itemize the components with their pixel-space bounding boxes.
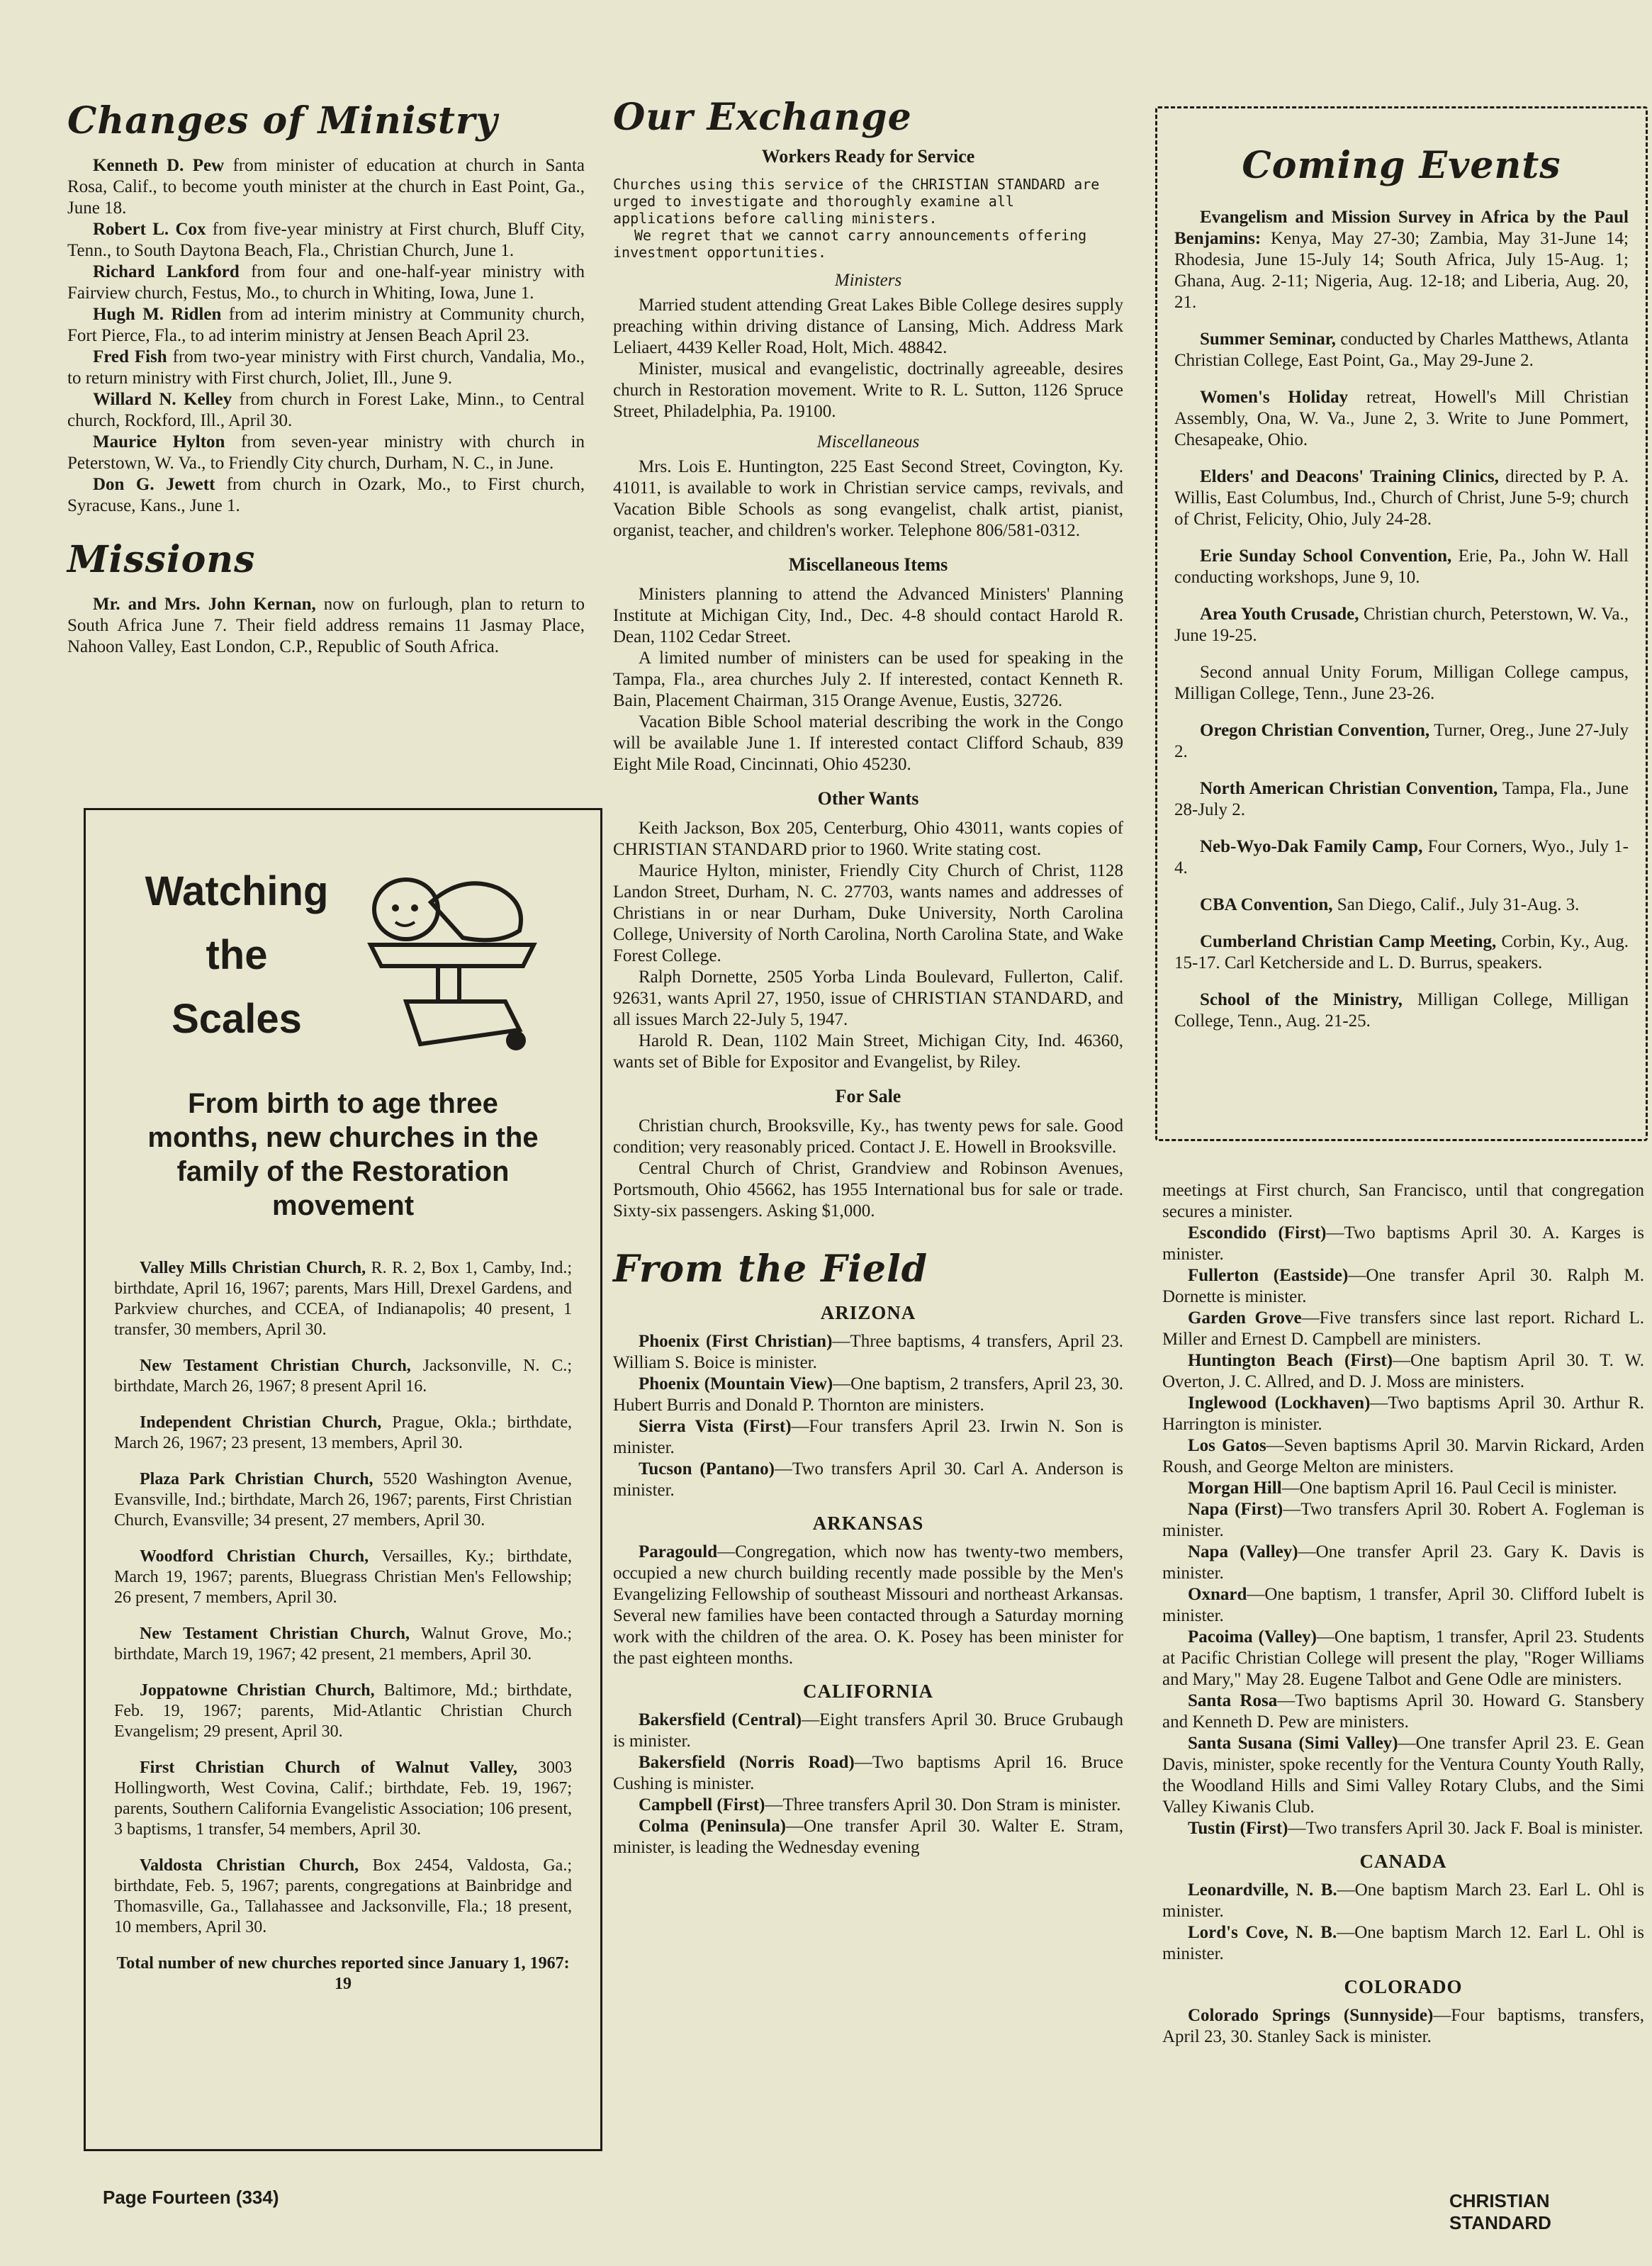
field-report: [613, 1416, 1123, 1459]
field-report-title: Paragould: [639, 1542, 718, 1561]
field-report-title: Phoenix (First Christian): [639, 1332, 833, 1351]
ministry-change-text: from minister of education at church in Santa Rosa, Calif., to become youth minister at the church in East Point, Ga., June 18.: [67, 156, 585, 218]
event-item-text: conducted by Charles Matthews, Atlanta Christian College, East Point, Ga., May 29-June 2.: [1174, 330, 1629, 370]
ministry-change-text: from church in Ozark, Mo., to First church, Syracuse, Kans., June 1.: [67, 475, 585, 515]
watching-title-line2: the: [206, 932, 268, 978]
new-church-entry: [114, 1356, 572, 1397]
want-item: Keith Jackson, Box 205, Centerburg, Ohio 43011, wants copies of CHRISTIAN STANDARD prior to 1960. Write stating cost.: [613, 819, 1123, 859]
ministry-change: [67, 219, 585, 262]
field-report: [1162, 1265, 1644, 1308]
new-church-entry: [114, 1624, 572, 1665]
mission-item-title: Mr. and Mrs. John Kernan,: [93, 595, 316, 614]
ministry-change: [67, 262, 585, 304]
right-column-continued: [1162, 1180, 1644, 2048]
minister-listing: Minister, musical and evangelistic, doctrinally agreeable, desires church in Restoration movement. Write to R. L. Sutton, 1126 Spruce Street, Philadelphia, Pa. 19100.: [613, 359, 1123, 421]
california-list-2: [1162, 1223, 1644, 1839]
new-church-entry-text: Versailles, Ky.; birthdate, March 19, 1967; parents, Bluegrass Christian Men's Fellowship; 26 present, 7 members, April 30.: [114, 1547, 572, 1607]
field-report-title: Los Gatos: [1188, 1436, 1266, 1455]
new-church-entry-text: Prague, Okla.; birthdate, March 26, 1967; 23 present, 13 members, April 30.: [114, 1413, 573, 1452]
field-report: [1162, 1880, 1644, 1922]
event-item: [1174, 989, 1629, 1032]
field-report: [613, 1816, 1123, 1858]
event-item: [1174, 546, 1629, 588]
canada-list: [1162, 1880, 1644, 1965]
watching-title: [145, 860, 329, 1051]
field-report: [613, 1331, 1123, 1374]
field-report-title: Leonardville, N. B.: [1188, 1880, 1337, 1900]
state-arkansas: ARKANSAS: [812, 1513, 924, 1534]
new-church-entry-title: Valley Mills Christian Church,: [140, 1259, 366, 1277]
field-report-title: Lord's Cove, N. B.: [1188, 1923, 1337, 1942]
field-report-title: Phoenix (Mountain View): [639, 1374, 833, 1393]
event-item: [1174, 778, 1629, 821]
state-california: CALIFORNIA: [802, 1681, 933, 1702]
state-canada: CANADA: [1359, 1851, 1447, 1872]
field-report-title: Morgan Hill: [1188, 1479, 1282, 1498]
event-item: [1174, 604, 1629, 646]
mission-item-text: now on furlough, plan to return to South Africa June 7. Their field address remains 11 Jasmay Place, Nahoon Valley, East London, C.P., Republic of South Africa.: [67, 595, 585, 656]
field-report-text: —One baptism April 30. T. W. Overton, J. C. Allred, and D. J. Moss are ministers.: [1162, 1351, 1644, 1391]
field-report-text: —Two transfers April 30. Carl A. Anderson is minister.: [613, 1459, 1123, 1500]
field-report-title: Fullerton (Eastside): [1188, 1266, 1349, 1285]
event-item-text: Erie, Pa., John W. Hall conducting workshops, June 9, 10.: [1174, 546, 1629, 587]
misc-list: [613, 456, 1123, 542]
field-report-text: —One transfer April 30. Walter E. Stram, minister, is leading the Wednesday evening: [613, 1817, 1123, 1857]
ministry-change: [67, 155, 585, 219]
field-report-text: —One baptism March 23. Earl L. Ohl is minister.: [1162, 1880, 1644, 1921]
missions-list: [67, 594, 585, 658]
field-report: [613, 1710, 1123, 1752]
field-report-title: Pacoima (Valley): [1188, 1627, 1317, 1647]
ministry-change-title: Richard Lankford: [93, 262, 240, 281]
event-item-title: Neb-Wyo-Dak Family Camp,: [1200, 837, 1423, 856]
event-item-title: Oregon Christian Convention,: [1200, 721, 1430, 740]
field-report: [1162, 1542, 1644, 1584]
field-report-text: —One transfer April 23. Gary K. Davis is minister.: [1162, 1542, 1644, 1583]
coming-events-box: [1155, 106, 1648, 1141]
event-item-text: Christian church, Peterstown, W. Va., June 19-25.: [1174, 605, 1629, 645]
new-church-entry-title: Independent Christian Church,: [140, 1413, 382, 1432]
watching-title-line3: Scales: [172, 996, 302, 1042]
field-report-title: Santa Rosa: [1188, 1691, 1278, 1710]
field-report-text: —One baptism, 1 transfer, April 23. Students at Pacific Christian College will present the play, "Roger Williams and Mary," May 28. Eugene Talbot and Gene Odle are ministers.: [1162, 1627, 1644, 1689]
field-report-text: —One transfer April 23. E. Gean Davis, minister, spoke recently for the Ventura County Youth Rally, the Woodland Hills and Simi Valley Rotary Clubs, and the Simi Valley Kiwanis Club.: [1162, 1734, 1644, 1817]
ministry-change-text: from ad interim ministry at Community church, Fort Pierce, Fla., to ad interim ministry at Jensen Beach April 23.: [67, 305, 585, 345]
field-report: [1162, 1435, 1644, 1478]
new-church-entry: [114, 1413, 572, 1454]
event-item-title: Elders' and Deacons' Training Clinics,: [1200, 467, 1499, 486]
field-report: [1162, 1584, 1644, 1627]
ministry-change-text: from church in Forest Lake, Minn., to Central church, Rockford, Ill., April 30.: [67, 390, 585, 430]
field-report-text: —Two transfers April 30. Jack F. Boal is minister.: [1288, 1819, 1643, 1838]
misc-item: A limited number of ministers can be used for speaking in the Tampa, Fla., area churches July 2. If interested, contact Kenneth R. Bain, Placement Chairman, 315 Orange Avenue, Eustis, 32726.: [613, 649, 1123, 710]
misc-heading: Miscellaneous: [816, 432, 920, 451]
want-item: Harold R. Dean, 1102 Main Street, Michigan City, Ind. 46360, wants set of Bible for Expositor and Evangelist, by Riley.: [613, 1031, 1123, 1072]
event-item: [1174, 894, 1629, 916]
event-item-title: School of the Ministry,: [1200, 990, 1403, 1009]
field-report-title: Napa (First): [1188, 1500, 1283, 1519]
new-church-entry: [114, 1856, 572, 1938]
new-church-entry-title: Joppatowne Christian Church,: [140, 1681, 375, 1700]
ministry-change-title: Robert L. Cox: [93, 220, 206, 239]
sale-list: [613, 1116, 1123, 1222]
ministers-list: [613, 295, 1123, 422]
field-report: [1162, 1499, 1644, 1542]
middle-column: [613, 96, 1123, 1858]
workers-heading: Workers Ready for Service: [761, 146, 975, 167]
event-item-title: North American Christian Convention,: [1200, 779, 1498, 798]
new-church-entry-text: R. R. 2, Box 1, Camby, Ind.; birthdate, April 16, 1967; parents, Mars Hill, Drexel Gardens, and Parkview churches, and CCEA, of Indianapolis; 40 present, 1 transfer, 30 members, April 30.: [114, 1259, 572, 1339]
new-church-entry: [114, 1758, 572, 1840]
want-item: Maurice Hylton, minister, Friendly City Church of Christ, 1128 Landon Street, Durham, N. C. 27703, wants names and addresses of Christians in or near Durham, Duke University, North Carolina College, University of North Carolina, North Carolina State, and Wake Forest College.: [613, 861, 1123, 965]
watching-subtitle: From birth to age three months, new churches in the family of the Restoration movement: [147, 1088, 539, 1221]
state-arizona: ARIZONA: [820, 1302, 916, 1323]
field-report-text: —One baptism, 2 transfers, April 23, 30. Hubert Burris and Donald P. Thornton are ministers.: [613, 1374, 1124, 1415]
field-report-text: —One baptism March 12. Earl L. Ohl is minister.: [1162, 1923, 1644, 1963]
event-item: [1174, 931, 1629, 974]
ministry-change: [67, 304, 585, 347]
field-report-title: Santa Susana (Simi Valley): [1188, 1734, 1398, 1753]
colorado-list: [1162, 2005, 1644, 2048]
field-report-text: —Five transfers since last report. Richard L. Miller and Ernest D. Campbell are ministers.: [1162, 1308, 1644, 1349]
baby-on-scale-illustration: [356, 853, 541, 1058]
new-church-entry-text: Walnut Grove, Mo.; birthdate, March 19, 1967; 42 present, 21 members, April 30.: [114, 1625, 572, 1664]
ministry-change-title: Kenneth D. Pew: [93, 156, 225, 175]
ministry-change-title: Maurice Hylton: [93, 432, 225, 451]
watching-the-scales-box: [84, 808, 602, 2151]
ministry-change: [67, 347, 585, 389]
field-report-title: Bakersfield (Central): [639, 1710, 802, 1729]
new-church-entry-text: 5520 Washington Avenue, Evansville, Ind.; birthdate, March 26, 1967; parents, First Christian Church, Evansville; 34 present, 27 members, April 30.: [114, 1470, 573, 1530]
publication-name: CHRISTIAN STANDARD: [1449, 2190, 1551, 2233]
california-list: [613, 1710, 1123, 1858]
field-report-text: —Two baptisms April 30. Howard G. Stansbery and Kenneth D. Pew are ministers.: [1162, 1691, 1645, 1732]
field-report-title: Garden Grove: [1188, 1308, 1302, 1328]
field-report: [1162, 1223, 1644, 1265]
new-church-entry-title: New Testament Christian Church,: [140, 1357, 411, 1375]
event-item-text: Corbin, Ky., Aug. 15-17. Carl Ketcherside and L. D. Burrus, speakers.: [1174, 932, 1629, 972]
field-report-text: —Four transfers April 23. Irwin N. Son is minister.: [613, 1417, 1123, 1457]
sale-heading: For Sale: [835, 1086, 901, 1106]
event-item-text: Four Corners, Wyo., July 1-4.: [1174, 837, 1629, 877]
new-church-entry-title: Valdosta Christian Church,: [140, 1856, 359, 1875]
event-item-text: Tampa, Fla., June 28-July 2.: [1174, 779, 1629, 819]
misc-listing: Mrs. Lois E. Huntington, 225 East Second Street, Covington, Ky. 41011, is available to work in Christian service camps, revivals, and Vacation Bible Schools as song evangelist, chalk artist, pianist, organist, teacher, and children's worker. Telephone 806/581-0312.: [613, 457, 1123, 540]
event-item-title: Cumberland Christian Camp Meeting,: [1200, 932, 1497, 951]
field-report-text: —Congregation, which now has twenty-two members, occupied a new church building recently made possible by the Men's Evangelizing Fellowship of southeast Missouri and northeast Arkansas. Several new families have been contacted through a Saturday morning work with the children of the area. O. K. Posey has been minister for the past eighteen months.: [613, 1542, 1123, 1668]
want-item: Ralph Dornette, 2505 Yorba Linda Boulevard, Fullerton, Calif. 92631, wants April 27, 1950, issue of CHRISTIAN STANDARD, and all issues March 22-July 5, 1947.: [613, 967, 1123, 1029]
field-report-title: Napa (Valley): [1188, 1542, 1298, 1561]
ministers-heading: Ministers: [834, 271, 902, 290]
sale-item: Central Church of Christ, Grandview and Robinson Avenues, Portsmouth, Ohio 45662, has 1955 International bus for sale or trade. Sixty-six passengers. Asking $1,000.: [613, 1159, 1123, 1221]
field-report: [1162, 1627, 1644, 1690]
watching-entries: [114, 1258, 572, 1938]
field-report: [613, 1374, 1123, 1416]
new-church-entry-text: Baltimore, Md.; birthdate, Feb. 19, 1967; parents, Mid-Atlantic Christian Church Evangelism; 29 present, April 30.: [114, 1681, 572, 1741]
ministry-change-text: from five-year ministry at First church, Bluff City, Tenn., to South Daytona Beach, Fla., Christian Church, June 1.: [67, 220, 585, 260]
new-church-entry-text: 3003 Hollingworth, West Covina, Calif.; birthdate, Feb. 19, 1967; parents, Southern California Evangelistic Association; 106 present, 3 baptisms, 1 transfer, 54 members, April 30.: [114, 1759, 573, 1839]
field-report-title: Huntington Beach (First): [1188, 1351, 1393, 1370]
minister-listing: Married student attending Great Lakes Bible College desires supply preaching within driving distance of Lansing, Mich. Address Mark Leliaert, 4439 Keller Road, Holt, Mich. 48842.: [613, 296, 1123, 357]
sale-item: Christian church, Brooksville, Ky., has twenty pews for sale. Good condition; very reasonably priced. Contact J. E. Howell in Brooksville.: [613, 1116, 1123, 1157]
field-report: [613, 1795, 1123, 1816]
exchange-heading: Our Exchange: [613, 96, 912, 139]
state-colorado: COLORADO: [1344, 1976, 1463, 1997]
event-item: [1174, 836, 1629, 879]
new-church-entry-title: Woodford Christian Church,: [140, 1547, 369, 1566]
ministry-change-title: Willard N. Kelley: [93, 390, 232, 409]
new-church-entry: [114, 1258, 572, 1340]
new-church-entry-text: Box 2454, Valdosta, Ga.; birthdate, Feb. 5, 1967; parents, congregations at Bainbridge and Thomasville, Ga., Tallahassee and Jacksonville, Fla.; 18 present, 10 members, April 30.: [114, 1856, 572, 1936]
misc-item: Vacation Bible School material describing the work in the Congo will be available June 1. If interested contact Clifford Schaub, 839 Eight Mile Road, Cincinnati, Ohio 45230.: [613, 712, 1123, 774]
field-report: [1162, 1308, 1644, 1350]
field-report-title: Sierra Vista (First): [639, 1417, 792, 1436]
field-report-title: Colma (Peninsula): [639, 1817, 786, 1836]
new-church-entry: [114, 1547, 572, 1608]
event-item-title: Women's Holiday: [1200, 388, 1349, 407]
misc-item: Ministers planning to attend the Advanced Ministers' Planning Institute at Michigan City, Ind., Dec. 4-8 should contact Harold R. Dean, 1102 Cedar Street.: [613, 585, 1123, 646]
events-list: [1174, 207, 1629, 1032]
new-church-entry-title: Plaza Park Christian Church,: [140, 1470, 373, 1488]
ministry-change: [67, 474, 585, 517]
misc-items-list: [613, 584, 1123, 775]
new-church-entry: [114, 1681, 572, 1742]
event-item-title: Summer Seminar,: [1200, 330, 1336, 349]
changes-list: [67, 155, 585, 517]
event-item: [1174, 662, 1629, 705]
ministry-change-title: Fred Fish: [93, 347, 167, 366]
event-item-title: Erie Sunday School Convention,: [1200, 546, 1452, 566]
california-continued: meetings at First church, San Francisco, until that congregation secures a minister.: [1162, 1181, 1644, 1221]
event-item-text: retreat, Howell's Mill Christian Assembly, Ona, W. Va., June 2, 3. Write to June Pommert, Chesapeake, Ohio.: [1174, 388, 1629, 449]
arizona-list: [613, 1331, 1123, 1501]
event-item-text: San Diego, Calif., July 31-Aug. 3.: [1332, 895, 1580, 914]
missions-heading: Missions: [67, 538, 256, 581]
field-report-text: —Three transfers April 30. Don Stram is minister.: [765, 1795, 1121, 1815]
field-heading: From the Field: [613, 1247, 928, 1291]
field-report: [613, 1542, 1123, 1669]
field-report: [613, 1752, 1123, 1795]
page-number: Page Fourteen (334): [103, 2187, 279, 2208]
field-report-title: Tucson (Pantano): [639, 1459, 775, 1479]
field-report-text: —Two baptisms April 16. Bruce Cushing is minister.: [613, 1753, 1123, 1793]
ministry-change-title: Hugh M. Ridlen: [93, 305, 222, 324]
event-item-text: Turner, Oreg., June 27-July 2.: [1174, 721, 1629, 761]
field-report: [1162, 1478, 1644, 1499]
event-item-title: Area Youth Crusade,: [1200, 605, 1359, 624]
watching-title-line1: Watching: [145, 868, 329, 914]
ministry-change-text: from seven-year ministry with church in Peterstown, W. Va., to Friendly City church, Durham, N. C., in June.: [67, 432, 585, 473]
field-report-text: —Two baptisms April 30. Arthur R. Harrington is minister.: [1162, 1393, 1644, 1434]
field-report: [1162, 2005, 1644, 2048]
event-item-text: directed by P. A. Willis, East Columbus, Ind., Church of Christ, June 5-9; church of Christ, Felicity, Ohio, July 24-28.: [1174, 467, 1629, 529]
field-report-text: —Three baptisms, 4 transfers, April 23. William S. Boice is minister.: [613, 1332, 1123, 1372]
field-report-text: —One transfer April 30. Ralph M. Dornette is minister.: [1162, 1266, 1644, 1306]
left-column: [67, 99, 585, 658]
ministry-change-title: Don G. Jewett: [93, 475, 215, 494]
field-report-title: Inglewood (Lockhaven): [1188, 1393, 1371, 1413]
misc-items-heading: Miscellaneous Items: [788, 554, 948, 575]
changes-heading: Changes of Ministry: [67, 99, 498, 142]
events-heading: Coming Events: [1242, 144, 1561, 187]
new-church-entry: [114, 1469, 572, 1531]
field-report-title: Campbell (First): [639, 1795, 765, 1815]
workers-notice-1: Churches using this service of the CHRISTIAN STANDARD are urged to investigate and thoroughly examine all applications before calling ministers.: [613, 176, 1100, 227]
field-report-text: —Four baptisms, transfers, April 23, 30. Stanley Sack is minister.: [1162, 2006, 1644, 2046]
field-report-title: Bakersfield (Norris Road): [639, 1753, 855, 1772]
workers-notice-2: We regret that we cannot carry announcements offering investment opportunities.: [613, 227, 1087, 261]
event-item-title: CBA Convention,: [1200, 895, 1333, 914]
new-church-entry-text: Jacksonville, N. C.; birthdate, March 26, 1967; 8 present April 16.: [114, 1357, 572, 1396]
field-report-title: Tustin (First): [1188, 1819, 1288, 1838]
ministry-change-text: from four and one-half-year ministry with Fairview church, Festus, Mo., to church in Whiting, Iowa, June 1.: [67, 262, 585, 303]
field-report: [1162, 1818, 1644, 1839]
field-report-text: —Seven baptisms April 30. Marvin Rickard, Arden Roush, and George Melton are ministers.: [1162, 1436, 1644, 1476]
field-report: [1162, 1350, 1644, 1393]
event-item: [1174, 329, 1629, 371]
wants-list: [613, 818, 1123, 1073]
ministry-change: [67, 432, 585, 474]
arkansas-list: [613, 1542, 1123, 1669]
event-item-text: Second annual Unity Forum, Milligan College campus, Milligan College, Tenn., June 23-26.: [1174, 663, 1629, 703]
mission-item: [67, 594, 585, 658]
new-church-entry-title: First Christian Church of Walnut Valley,: [140, 1759, 517, 1777]
field-report-text: —Eight transfers April 30. Bruce Grubaugh is minister.: [613, 1710, 1124, 1751]
field-report-text: —Two transfers April 30. Robert A. Fogleman is minister.: [1162, 1500, 1644, 1540]
event-item-text: Milligan College, Milligan College, Tenn., Aug. 21-25.: [1174, 990, 1629, 1031]
field-report-text: —Two baptisms April 30. A. Karges is minister.: [1162, 1223, 1644, 1264]
event-item: [1174, 720, 1629, 763]
event-item-title: Evangelism and Mission Survey in Africa by the Paul Benjamins:: [1174, 208, 1629, 248]
watching-header: [114, 853, 572, 1058]
field-report-title: Escondido (First): [1188, 1223, 1327, 1243]
wants-heading: Other Wants: [817, 788, 919, 809]
ministry-change-text: from two-year ministry with First church, Vandalia, Mo., to return ministry with First church, Joliet, Ill., June 9.: [67, 347, 585, 388]
field-report: [1162, 1393, 1644, 1435]
event-item: [1174, 466, 1629, 530]
field-report-title: Oxnard: [1188, 1585, 1247, 1604]
ministry-change: [67, 389, 585, 432]
event-item: [1174, 387, 1629, 451]
field-report: [613, 1459, 1123, 1501]
event-item: [1174, 207, 1629, 313]
field-report: [1162, 1922, 1644, 1965]
field-report-title: Colorado Springs (Sunnyside): [1188, 2006, 1434, 2025]
field-report-text: —One baptism, 1 transfer, April 30. Clifford Iubelt is minister.: [1162, 1585, 1644, 1625]
field-report: [1162, 1690, 1644, 1733]
field-report: [1162, 1733, 1644, 1818]
watching-total: Total number of new churches reported since January 1, 1967: 19: [116, 1954, 570, 1993]
field-report-text: —One baptism April 16. Paul Cecil is minister.: [1281, 1479, 1617, 1498]
new-church-entry-title: New Testament Christian Church,: [140, 1625, 410, 1643]
event-item-text: Kenya, May 27-30; Zambia, May 31-June 14; Rhodesia, June 15-July 14; South Africa, July 15-Aug. 1; Ghana, Aug. 2-11; Nigeria, Aug. 12-18; and Liberia, Aug. 20, 21.: [1174, 229, 1629, 312]
